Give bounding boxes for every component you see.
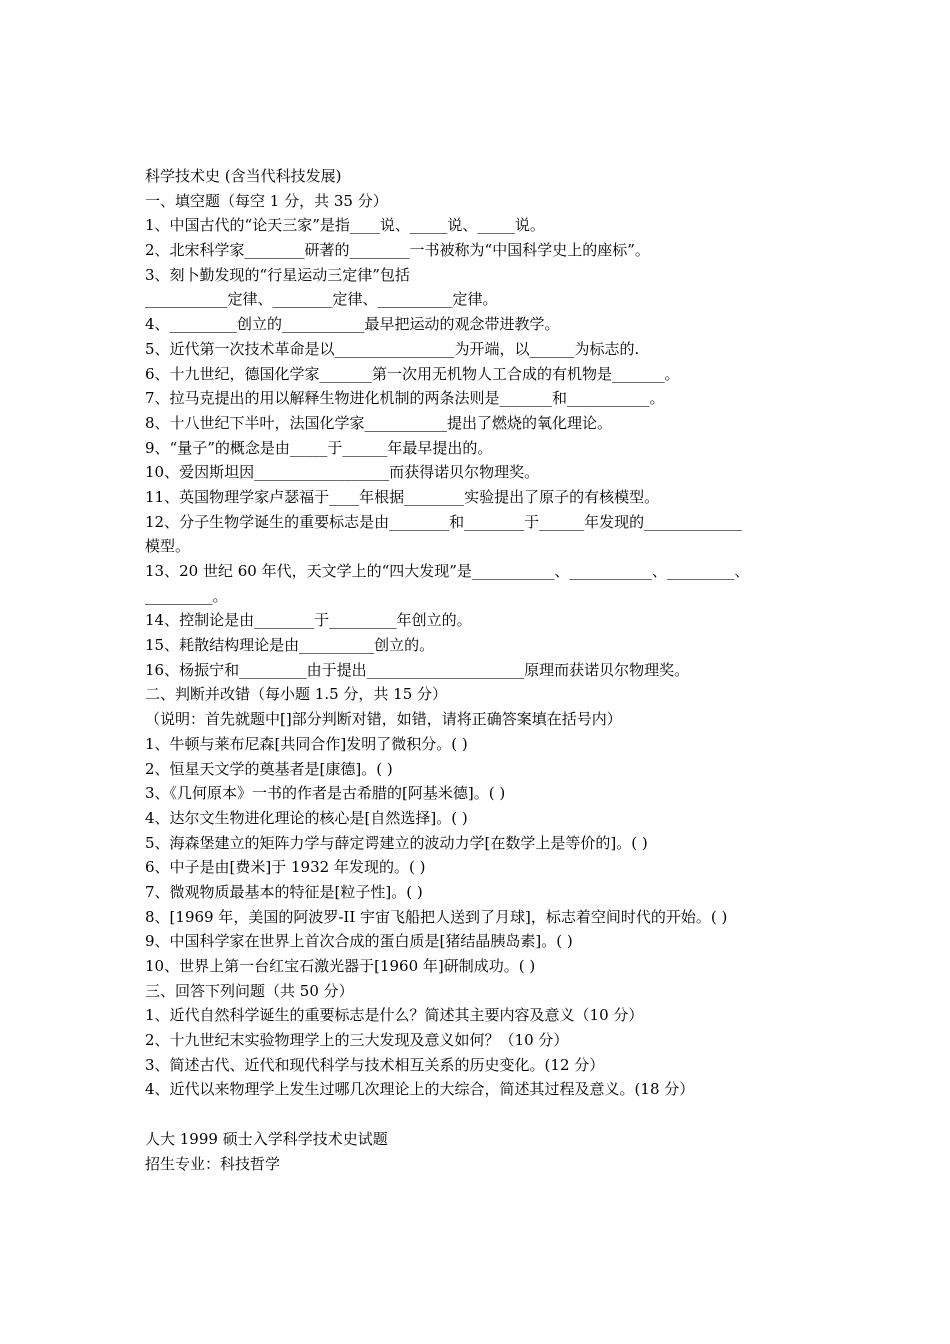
question-line: _________。 [145,586,228,605]
question-line: 模型。 [145,537,191,556]
question-line: 7、拉马克提出的用以解释生物进化机制的两条法则是_______和___________。 [145,389,665,408]
question-line: 1、中国古代的“论天三家”是指____说、_____说、_____说。 [145,216,545,235]
blank-line [145,1102,817,1127]
question-line: 6、十九世纪，德国化学家_______第一次用无机物人工合成的有机物是_______。 [145,364,680,383]
question-line: 9、“量子”的概念是由_____于______年最早提出的。 [145,438,493,457]
question-line: 1、近代自然科学诞生的重要标志是什么？简述其主要内容及意义（10 分） [145,1006,644,1025]
question-line: 16、杨振宁和_________由于提出_____________________原理而获诺贝尔物理奖。 [145,660,690,679]
question-line: 5、海森堡建立的矩阵力学与薛定谔建立的波动力学[在数学上是等价的]。( ) [145,833,648,852]
question-line: 10、爱因斯坦因__________________而获得诺贝尔物理奖。 [145,463,540,482]
exam-heading: 人大 1999 硕士入学科学技术史试题 [145,1129,388,1148]
question-line: 3、简述古代、近代和现代科学与技术相互关系的历史变化。(12 分） [145,1055,605,1074]
question-line: 2、十九世纪末实验物理学上的三大发现及意义如何？（10 分） [145,1031,569,1050]
question-line: 14、控制论是由________于_________年创立的。 [145,611,472,630]
question-line: 4、达尔文生物进化理论的核心是[自然选择]。( ) [145,808,468,827]
question-line: 1、牛顿与莱布尼森[共同合作]发明了微积分。( ) [145,734,468,753]
section-heading-true-false: 二、判断并改错（每小题 1.5 分，共 15 分） [145,685,448,704]
section-heading-fill-in: 一、填空题（每空 1 分，共 35 分） [145,191,388,210]
question-line: 5、近代第一次技术革命是以________________为开端，以______为标志的. [145,339,640,358]
exam-major: 招生专业：科技哲学 [145,1154,281,1173]
question-line: 13、20 世纪 60 年代，天文学上的“四大发现”是___________、___________、_________、 [145,562,750,580]
question-line: 15、耗散结构理论是由__________创立的。 [145,636,435,655]
question-line: 3、刻卜勤发现的“行星运动三定律”包括 [145,265,410,284]
section-instructions: （说明：首先就题中[]部分判断对错，如错，请将正确答案填在括号内） [145,710,622,729]
question-line: 6、中子是由[费米]于 1932 年发现的。( ) [145,858,426,877]
question-line: ___________定律、________定律、__________定律。 [145,290,498,309]
question-line: 4、近代以来物理学上发生过哪几次理论上的大综合，简述其过程及意义。(18 分） [145,1080,695,1099]
document-body [145,164,817,1176]
question-line: 12、分子生物学诞生的重要标志是由________和________于______年发现的_____________ [145,512,742,531]
question-line: 11、英国物理学家卢瑟福于____年根据________实验提出了原子的有核模型。 [145,487,660,506]
section-heading-short-answer: 三、回答下列问题（共 50 分） [145,981,354,1000]
question-line: 10、世界上第一台红宝石激光器于[1960 年]研制成功。( ) [145,957,536,975]
question-line: 7、微观物质最基本的特征是[粒子性]。( ) [145,882,423,901]
question-line: 2、恒星天文学的奠基者是[康德]。( ) [145,759,393,778]
question-line: 2、北宋科学家________研著的________一书被称为“中国科学史上的座标”。 [145,241,650,260]
question-line: 8、十八世纪下半叶，法国化学家___________提出了燃烧的氧化理论。 [145,413,613,432]
doc-title: 科学技术史 (含当代科技发展) [145,167,342,185]
question-line: 4、_________创立的___________最早把运动的观念带进教学。 [145,315,560,334]
question-line: 9、中国科学家在世界上首次合成的蛋白质是[猪结晶胰岛素]。( ) [145,932,573,951]
question-line: 3、《几何原本》一书的作者是古希腊的[阿基米德]。( ) [145,784,506,803]
question-line: 8、[1969 年，美国的阿波罗-II 宇宙飞船把人送到了月球]，标志着空间时代的开始。( ) [145,907,728,926]
